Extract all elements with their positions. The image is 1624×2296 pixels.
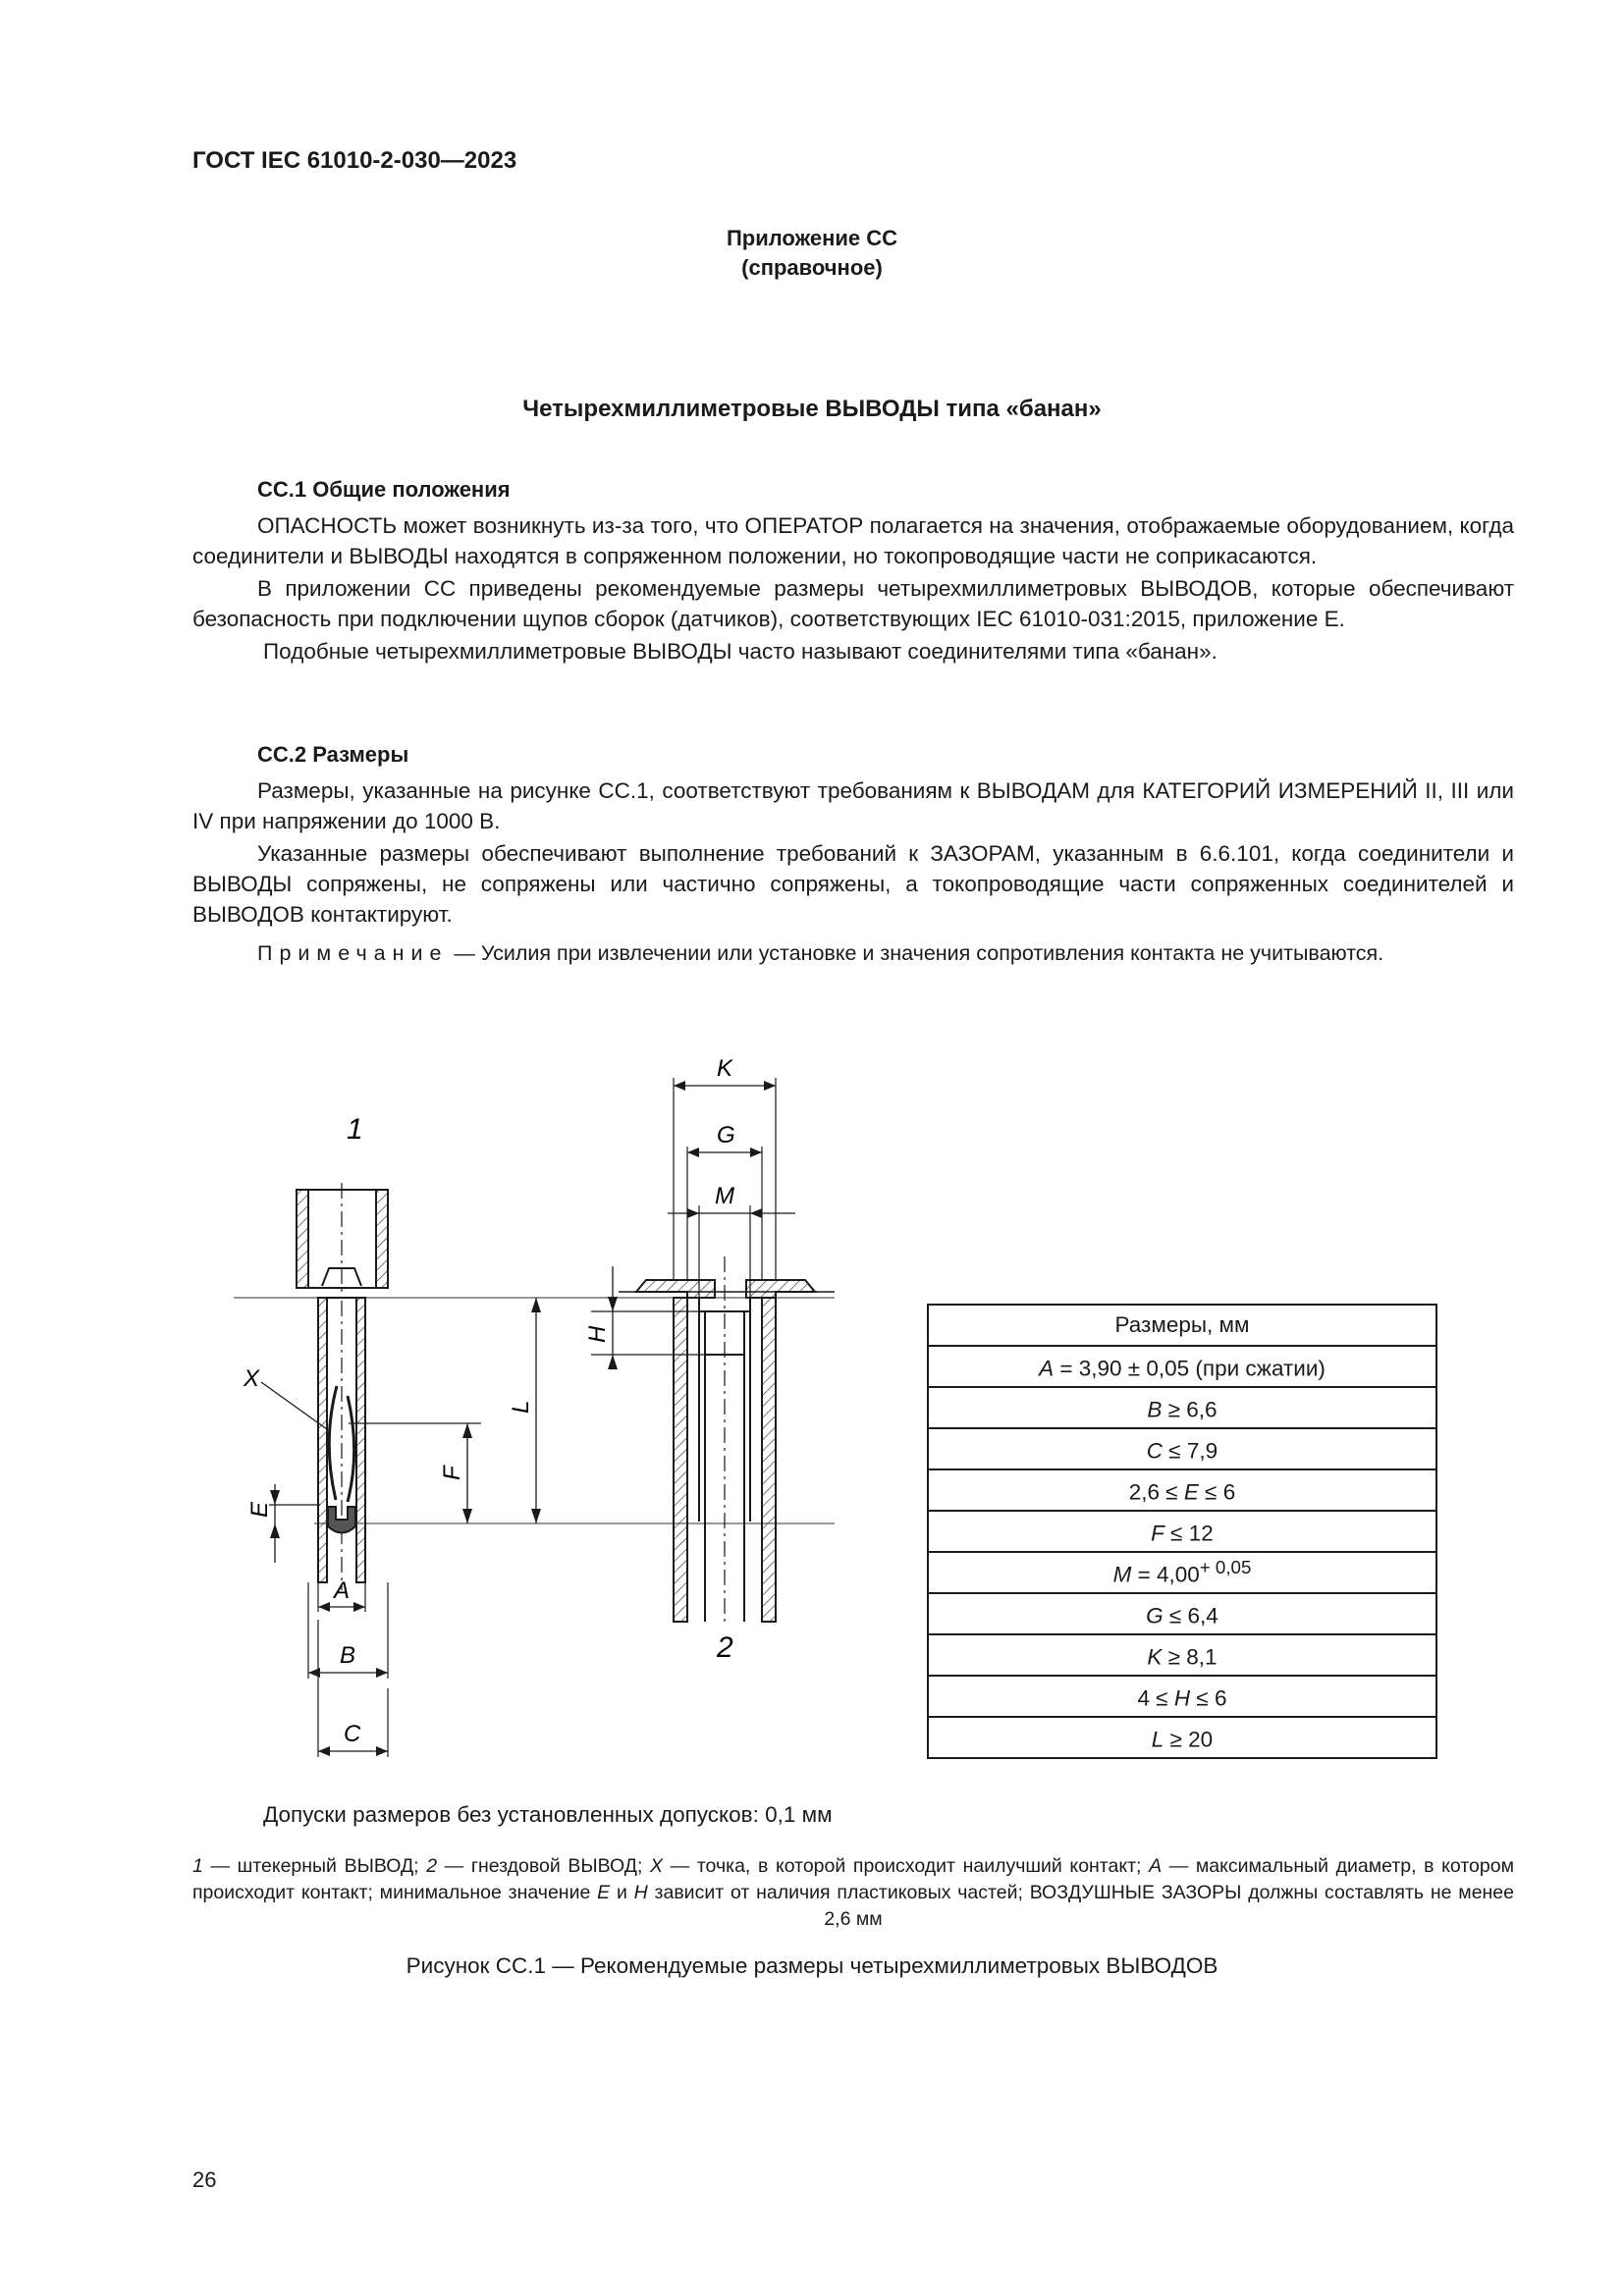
label-x: X xyxy=(244,1365,260,1392)
main-title: Четырехмиллиметровые ВЫВОДЫ типа «банан» xyxy=(522,396,1102,422)
dimensions-table xyxy=(927,1304,1437,1759)
document-id: ГОСТ IEC 61010-2-030—2023 xyxy=(192,147,517,174)
label-h: H xyxy=(584,1325,611,1343)
note xyxy=(192,938,1514,968)
table-row: L ≥ 20 xyxy=(928,1717,1436,1758)
terminal-drawing xyxy=(226,1021,835,1777)
table-row: K ≥ 8,1 xyxy=(928,1634,1436,1676)
table-row: A = 3,90 ± 0,05 (при сжатии) xyxy=(928,1346,1436,1387)
annex-heading xyxy=(0,224,1624,283)
section-2-paragraph-2: Указанные размеры обеспечивают выполнение требований к ЗАЗОРАМ, указанным в 6.6.101, когда соединители и ВЫВОДЫ сопряжены, не сопряжены или частично сопряжены, а токопроводящие части сопряженных соединителей и ВЫВОДОВ контактируют. xyxy=(192,841,1514,927)
table-row: 2,6 ≤ E ≤ 6 xyxy=(928,1469,1436,1511)
note-text: — Усилия при извлечении или установке и значения сопротивления контакта не учитываются. xyxy=(448,941,1384,965)
table-row: $M = 4,00^{+ 0,05}$ xyxy=(928,1552,1436,1593)
section-1-body xyxy=(192,510,1514,668)
label-b: B xyxy=(340,1642,356,1669)
note-label: Примечание xyxy=(257,941,449,965)
figure-legend: 1 — штекерный ВЫВОД; 2 — гнездовой ВЫВОД; X — точка, в которой происходит наилучший контакт; A — максимальный диаметр, в котором происходит контакт; минимальное значение E и H зависит от наличия пластиковых частей; ВОЗДУШНЫЕ ЗАЗОРЫ должны составлять не менее 2,6 мм xyxy=(192,1855,1514,1930)
table-row: B ≥ 6,6 xyxy=(928,1387,1436,1428)
label-e: E xyxy=(246,1501,273,1518)
label-g: G xyxy=(717,1122,735,1148)
figure-caption: Рисунок CC.1 — Рекомендуемые размеры четырехмиллиметровых ВЫВОДОВ xyxy=(406,1953,1218,1978)
table-row: G ≤ 6,4 xyxy=(928,1593,1436,1634)
section-2-body xyxy=(192,775,1514,932)
section-1-heading: CC.1 Общие положения xyxy=(257,477,511,502)
label-m: M xyxy=(715,1183,734,1209)
label-k: K xyxy=(717,1055,733,1082)
section-2-heading: CC.2 Размеры xyxy=(257,742,409,767)
label-item-2: 2 xyxy=(717,1631,733,1664)
label-f: F xyxy=(439,1466,465,1480)
table-row: 4 ≤ H ≤ 6 xyxy=(928,1676,1436,1717)
label-c: C xyxy=(344,1721,361,1747)
table-row: F ≤ 12 xyxy=(928,1511,1436,1552)
table-row: C ≤ 7,9 xyxy=(928,1428,1436,1469)
annex-type: (справочное) xyxy=(741,255,883,280)
tolerance-note: Допуски размеров без установленных допусков: 0,1 мм xyxy=(263,1802,833,1827)
page-number: 26 xyxy=(192,2167,217,2192)
section-1-paragraph-2: В приложении CC приведены рекомендуемые размеры четырехмиллиметровых ВЫВОДОВ, которые обеспечивают безопасность при подключении щупов сборок (датчиков), соответствующих IEC 61010-031:2015, приложение E. xyxy=(192,576,1514,631)
annex-title: Приложение CC xyxy=(726,226,898,250)
label-item-1: 1 xyxy=(347,1113,363,1146)
section-2-paragraph-1: Размеры, указанные на рисунке CC.1, соответствуют требованиям к ВЫВОДАМ для КАТЕГОРИЙ ИЗМЕРЕНИЙ II, III или IV при напряжении до 1000 В. xyxy=(192,778,1514,833)
section-1-paragraph-3: Подобные четырехмиллиметровые ВЫВОДЫ часто называют соединителями типа «банан». xyxy=(263,639,1218,664)
label-l: L xyxy=(508,1400,534,1414)
section-1-paragraph-1: ОПАСНОСТЬ может возникнуть из-за того, что ОПЕРАТОР полагается на значения, отображаемые оборудованием, когда соединители и ВЫВОДЫ находятся в сопряженном положении, но токопроводящие части не соприкасаются. xyxy=(192,513,1514,568)
label-a: A xyxy=(334,1577,351,1604)
table-header: Размеры, мм xyxy=(928,1305,1436,1346)
